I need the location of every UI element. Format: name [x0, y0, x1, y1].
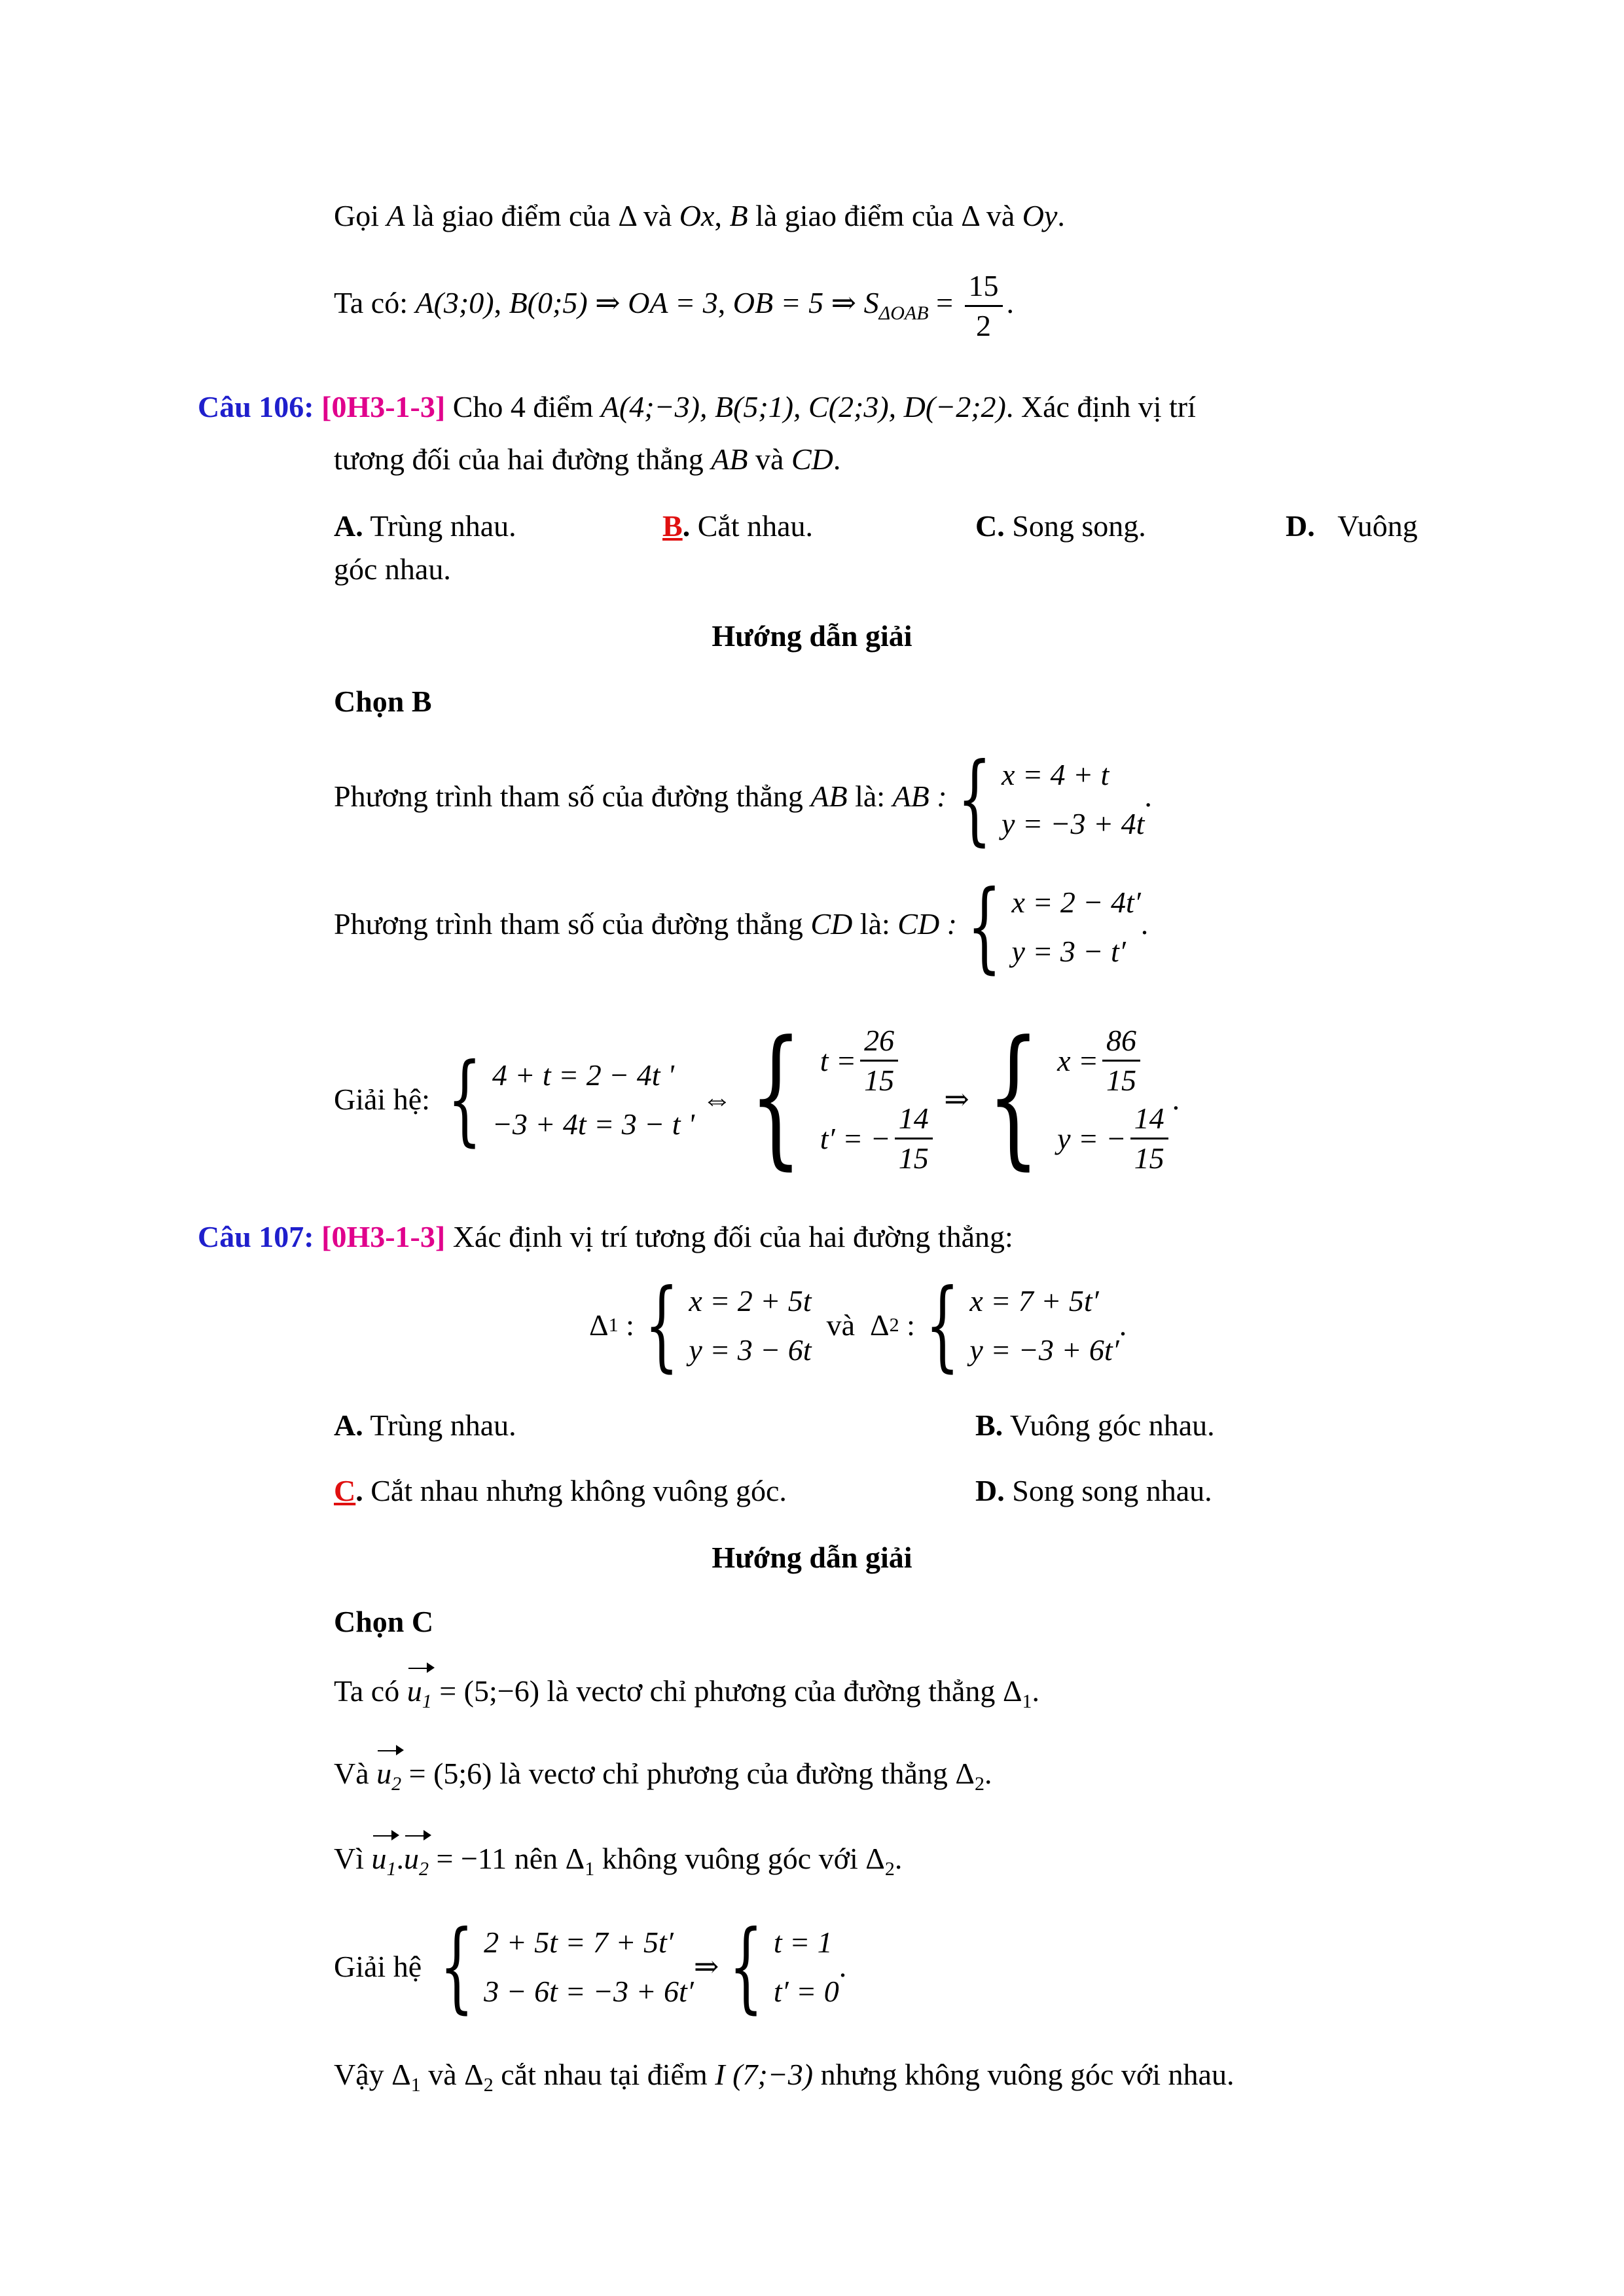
system-rows [774, 1918, 839, 2016]
fraction [895, 1100, 933, 1177]
math-CD: CD [791, 442, 833, 476]
equation: x = 2 − 4t′ [1011, 885, 1141, 919]
equation: x = 2 + 5t [689, 1283, 812, 1318]
q107-option-a[interactable] [334, 1407, 516, 1444]
option-key: D. [975, 1474, 1005, 1507]
vector-u2 [376, 1755, 401, 1803]
option-key: A. [334, 509, 363, 543]
q107-sol-line1: Ta có $u_1$ = (5;−6) là vectơ chỉ phương của đường thẳng $\Delta_1$. [334, 1673, 1039, 1720]
text: cắt nhau tại điểm [501, 2058, 708, 2091]
q107-option-b[interactable] [975, 1407, 1215, 1444]
math-sub: 2 [974, 1773, 984, 1795]
math-AB: AB [810, 780, 848, 813]
system-rows [689, 1276, 811, 1374]
equation: 3 − 6t = −3 + 6t′ [484, 1974, 694, 2008]
text: nên [514, 1842, 558, 1875]
text: không vuông góc với [602, 1842, 858, 1875]
q106-cd-param: Phương trình tham số của đường thẳng CD là: CD : { x = 2 − 4t′ y = 3 − t′ . [334, 870, 1149, 984]
fraction [1102, 1022, 1140, 1100]
q107-option-d[interactable] [975, 1473, 1212, 1509]
equation [1057, 1022, 1172, 1100]
vector-u1 [407, 1673, 432, 1720]
equation-system [969, 1009, 1172, 1184]
fraction [860, 1022, 898, 1100]
text: và [826, 1308, 856, 1342]
equation: 4 + t = 2 − 4t ' [492, 1058, 674, 1092]
math-sub: 2 [391, 1773, 402, 1795]
brace: { [644, 1268, 679, 1382]
text: Ta có: [334, 286, 408, 320]
equation: y = 3 − 6t [689, 1333, 812, 1367]
text: Giải hệ: [334, 1083, 430, 1116]
equation: t′ = 0 [773, 1974, 839, 2008]
text: Cho 4 điểm [452, 390, 594, 423]
q106-solve [334, 1008, 1180, 1191]
math-delta: Δ [961, 199, 979, 232]
brace: { [957, 742, 992, 857]
math-point: B(0;5) [509, 286, 588, 320]
vector-u2 [404, 1840, 429, 1888]
text: Vì [334, 1842, 364, 1875]
q107-conclusion [334, 2056, 1234, 2104]
vector-symbol: u [406, 1674, 422, 1708]
math-expr: = (5;−6) [439, 1674, 540, 1708]
math-sub: 1 [1022, 1691, 1032, 1712]
text: Phương trình tham số của đường thẳng [334, 907, 803, 941]
intro-line-1 [334, 198, 1065, 234]
numerator: 15 [965, 267, 1003, 307]
math-eq: = [936, 286, 954, 320]
math-sub: 2 [889, 1314, 899, 1336]
math-sub: 1 [585, 1858, 595, 1880]
equation-system [732, 1009, 936, 1184]
math-equiv: ⇔ [702, 1083, 732, 1116]
denominator: 15 [1134, 1141, 1164, 1175]
math-B: B [729, 199, 748, 232]
option-dot: . [355, 1474, 363, 1507]
option-key: B. [975, 1408, 1003, 1442]
q106-option-a[interactable] [334, 508, 516, 545]
text: , [714, 199, 722, 232]
text: là giao điểm của [755, 199, 954, 232]
math-label: AB : [892, 780, 947, 813]
system-rows [820, 1022, 937, 1177]
question-tag: [0H3-1-3] [321, 1220, 446, 1253]
text: là giao điểm của [412, 199, 611, 232]
option-text: góc nhau. [334, 552, 451, 586]
equation-system [437, 1043, 695, 1157]
text: . Xác định vị trí [1005, 390, 1196, 423]
math-sub: 1 [386, 1858, 397, 1880]
math-delta: Δ [464, 2058, 484, 2091]
math-sub: 2 [419, 1858, 429, 1880]
math-Oy: Oy [1022, 199, 1058, 232]
option-key: C [334, 1474, 356, 1507]
q106-choice: Chọn B [334, 685, 432, 718]
brace: { [447, 1043, 482, 1157]
math-AB: AB [711, 442, 748, 476]
brace: { [967, 870, 1001, 984]
fraction [965, 267, 1003, 345]
option-text: Cắt nhau nhưng không vuông góc. [370, 1474, 787, 1507]
equation-system [719, 1910, 839, 2024]
fraction [1130, 1100, 1168, 1177]
equation: t = 1 [773, 1925, 833, 1959]
text: Xác định vị trí tương đối của hai đường thẳng: [452, 1220, 1013, 1253]
math-sub: 1 [410, 2074, 421, 2096]
text: . [1057, 199, 1065, 232]
q107-header [198, 1219, 1013, 1255]
option-dot: . [682, 509, 691, 543]
q106-option-b[interactable] [662, 508, 813, 545]
q107-option-c[interactable] [334, 1473, 787, 1509]
denominator: 2 [976, 309, 992, 342]
intro-line-2: Ta có: A(3;0), B(0;5) ⇒ OA = 3, OB = 5 ⇒ $S_{\Delta OAB}$ = $\frac{15}{2}$ . [334, 267, 1014, 345]
option-text: Vuông [1337, 509, 1418, 543]
text: là vectơ chỉ phương của đường thẳng [499, 1757, 948, 1790]
math-sub: 2 [483, 2074, 494, 2096]
math-delta: Δ [618, 199, 636, 232]
option-key: B [662, 509, 683, 543]
brace: { [986, 1009, 1040, 1184]
option-key: A. [334, 1408, 363, 1442]
math-implies: ⇒ [831, 286, 857, 320]
math-delta: Δ [955, 1757, 975, 1790]
math-point: A(3;0) [415, 286, 494, 320]
brace: { [925, 1268, 960, 1382]
math-implies: ⇒ [595, 286, 621, 320]
math-expr: OB = 5 [732, 286, 824, 320]
q106-ab-param: Phương trình tham số của đường thẳng AB là: AB : { x = 4 + t y = −3 + 4t . [334, 742, 1152, 857]
system-rows [969, 1276, 1119, 1374]
equation [1057, 1100, 1172, 1177]
text: và [643, 199, 672, 232]
text: . [833, 442, 841, 476]
text: Gọi [334, 199, 379, 232]
question-tag: [0H3-1-3] [321, 390, 446, 423]
q107-guide-title: Hướng dẫn giải [712, 1541, 912, 1574]
option-text: Cắt nhau. [697, 509, 813, 543]
numerator: 14 [1130, 1100, 1168, 1139]
equation-system [634, 1268, 812, 1382]
text: nhưng không vuông góc với nhau. [820, 2058, 1235, 2091]
denominator: 15 [898, 1141, 929, 1175]
numerator: 86 [1102, 1022, 1140, 1062]
text: và [755, 442, 784, 476]
text: tương đối của hai đường thẳng [334, 442, 704, 476]
question-label: Câu 107: [198, 1220, 314, 1253]
equation-system [915, 1268, 1119, 1382]
math-Ox: Ox [679, 199, 715, 232]
q107-sol-line2: Và $u_2$ = (5;6) là vectơ chỉ phương của đường thẳng $\Delta_2$. [334, 1755, 992, 1803]
text: Phương trình tham số của đường thẳng [334, 780, 803, 813]
math-delta: Δ [865, 1842, 885, 1875]
text: . [1172, 1083, 1180, 1116]
math-expr: OA = 3 [628, 286, 718, 320]
q107-choice: Chọn C [334, 1605, 434, 1638]
equation: y = 3 − t′ [1011, 934, 1126, 968]
question-label: Câu 106: [198, 390, 314, 423]
math-delta: Δ [391, 2058, 411, 2091]
text: và [986, 199, 1015, 232]
lhs: t = [820, 1043, 857, 1077]
math-label: CD : [897, 907, 958, 941]
math-expr: = (5;6) [408, 1757, 492, 1790]
math-sub: 1 [608, 1314, 619, 1336]
equation: y = −3 + 6t′ [969, 1333, 1119, 1367]
equation: 2 + 5t = 7 + 5t′ [484, 1925, 674, 1959]
option-text: Vuông góc nhau. [1009, 1408, 1215, 1442]
system-rows [1057, 1022, 1172, 1177]
option-text: Trùng nhau. [370, 509, 516, 543]
text: Và [334, 1757, 369, 1790]
math-sub: ΔOAB [878, 302, 929, 325]
equation [820, 1022, 937, 1100]
q107-lines: Δ 1 : { x = 2 + 5t y = 3 − 6t và Δ 2 : { x = 7 + 5t′ y = −3 + 6t′ . [589, 1268, 1127, 1382]
lhs: x = [1057, 1043, 1099, 1077]
math-delta: Δ [1002, 1674, 1022, 1708]
denominator: 15 [864, 1064, 895, 1097]
math-S: S [863, 286, 879, 320]
math-points: A(4;−3), B(5;1), C(2;3), D(−2;2) [600, 390, 1006, 423]
math-delta: Δ [565, 1842, 585, 1875]
text: và [428, 2058, 457, 2091]
math-implies: ⇒ [693, 1950, 719, 1983]
option-key: C. [975, 509, 1005, 543]
q107-sol-line3: Vì $u_1.u_2 = -11$ nên $\Delta_1$ không vuông góc với $\Delta_2$. [334, 1840, 902, 1888]
math-sub: 1 [422, 1691, 432, 1712]
denominator: 15 [1106, 1064, 1137, 1097]
text: là vectơ chỉ phương của đường thẳng [547, 1674, 996, 1708]
math-point: I (7;−3) [715, 2058, 814, 2091]
brace: { [749, 1009, 803, 1184]
system-rows [1001, 750, 1144, 848]
math-implies: ⇒ [944, 1083, 969, 1116]
option-key: D. [1286, 509, 1315, 543]
system-rows [492, 1050, 695, 1149]
math-expr: = −11 [436, 1842, 507, 1875]
equation-system [947, 742, 1145, 857]
q106-option-d[interactable] [1286, 508, 1418, 545]
vector-symbol: u [376, 1757, 392, 1790]
vector-u1 [372, 1840, 397, 1888]
q106-option-d-cont [334, 551, 451, 588]
text: là: [859, 907, 890, 941]
numerator: 26 [860, 1022, 898, 1062]
q106-option-c[interactable] [975, 508, 1146, 545]
math-delta: Δ [589, 1308, 609, 1342]
lhs: y = − [1057, 1121, 1127, 1155]
math-sub: 2 [884, 1858, 895, 1880]
q106-line2 [334, 441, 840, 478]
equation: y = −3 + 4t [1001, 806, 1145, 840]
brace: { [729, 1910, 764, 2024]
system-rows [1011, 878, 1140, 976]
numerator: 14 [895, 1100, 933, 1139]
option-text: Song song nhau. [1012, 1474, 1212, 1507]
vector-symbol: u [371, 1842, 387, 1875]
text: Vậy [334, 2058, 384, 2091]
option-text: Song song. [1012, 509, 1146, 543]
math-delta: Δ [870, 1308, 890, 1342]
system-rows [484, 1918, 694, 2016]
q107-sol-solve: Giải hệ { 2 + 5t = 7 + 5t′ 3 − 6t = −3 + 6t′ ⇒ { t = 1 t′ = 0 . [334, 1910, 847, 2024]
text: Giải hệ [334, 1950, 422, 1983]
q106-guide-title: Hướng dẫn giải [712, 619, 912, 653]
equation: x = 7 + 5t′ [969, 1283, 1099, 1318]
vector-symbol: u [404, 1842, 419, 1875]
equation-system [957, 870, 1141, 984]
text: Ta có [334, 1674, 400, 1708]
math-A: A [386, 199, 405, 232]
equation [820, 1100, 937, 1177]
math-CD: CD [810, 907, 853, 941]
text: là: [855, 780, 886, 813]
equation: −3 + 4t = 3 − t ' [492, 1107, 695, 1141]
lhs: t′ = − [820, 1121, 891, 1155]
equation: x = 4 + t [1001, 757, 1110, 791]
q106-header [198, 389, 1196, 425]
brace: { [439, 1910, 474, 2024]
option-text: Trùng nhau. [370, 1408, 516, 1442]
